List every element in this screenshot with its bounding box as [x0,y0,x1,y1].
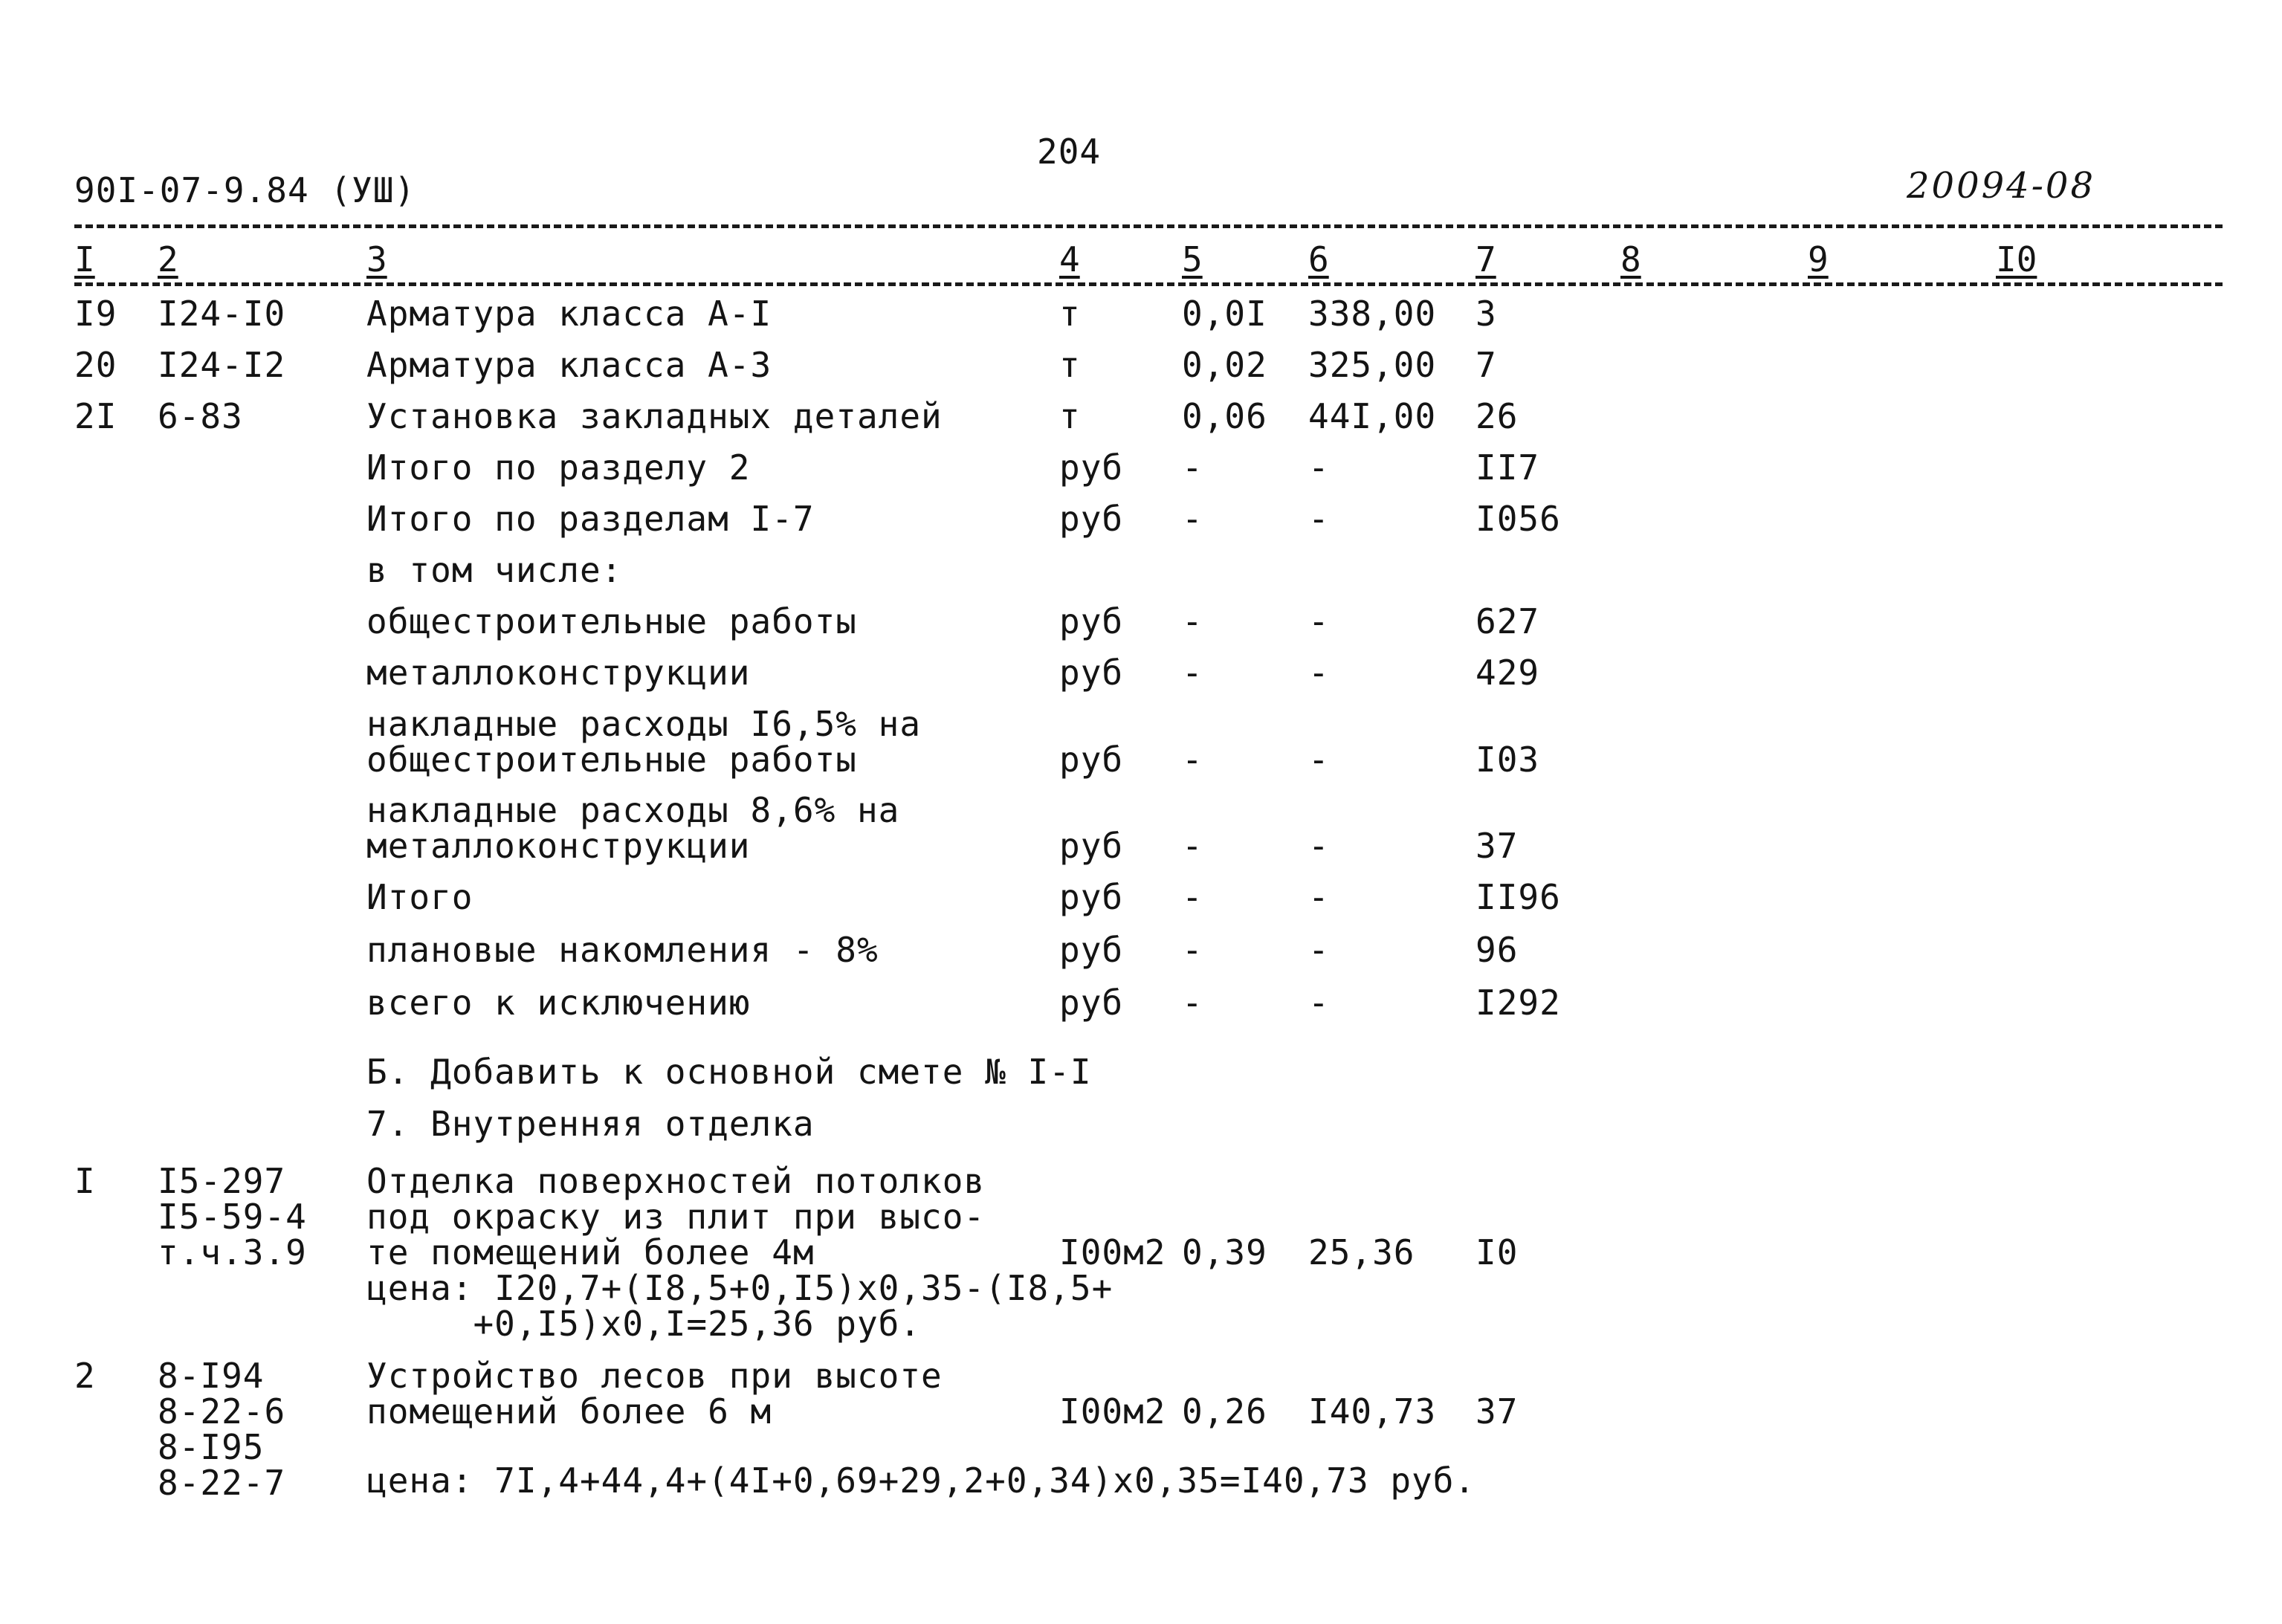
row-total: 429 [1475,653,1540,693]
row-qty: - [1182,877,1203,917]
row-qty: 0,06 [1182,396,1267,436]
row-unit: т [1059,345,1081,385]
item-number: I [74,1161,96,1201]
row-unit: руб [1059,877,1124,917]
row-code: I24-I0 [158,294,286,334]
item-unit: I00м2 [1059,1232,1166,1272]
row-total: I03 [1475,740,1540,780]
item-description: Отделка поверхностей потолков под окраску из плит при высо- те помещений более 4м цена: I20,7+(I8,5+0,I5)x0,35-(I8,5+ +0,I5)x0,I=25,36 руб. [366,1161,1113,1344]
row-number: 20 [74,345,117,385]
page-number: 204 [1037,132,1102,172]
row-total: 7 [1475,345,1497,385]
item-price: I40,73 [1308,1391,1437,1431]
item-price: 25,36 [1308,1232,1415,1272]
column-number-8: 8 [1620,239,1641,279]
item-number: 2 [74,1356,96,1396]
row-name: общестроительные работы [366,601,857,641]
column-number-7: 7 [1475,239,1496,279]
row-name: накладные расходы I6,5% на общестроительные работы [366,704,922,780]
row-price: - [1308,877,1330,917]
row-price: - [1308,499,1330,539]
row-unit: руб [1059,826,1124,866]
section-b-heading: Б. Добавить к основной смете № I-I [366,1052,1092,1092]
row-qty: - [1182,653,1203,693]
row-unit: т [1059,396,1081,436]
row-unit: руб [1059,930,1124,970]
row-total: 3 [1475,294,1497,334]
row-name: Итого по разделу 2 [366,447,751,488]
row-unit: руб [1059,740,1124,780]
row-price: - [1308,983,1330,1023]
row-total: 37 [1475,826,1519,866]
row-qty: - [1182,826,1203,866]
item-total: 37 [1475,1391,1519,1431]
item-codes: 8-I94 8-22-6 8-I95 8-22-7 [158,1356,286,1503]
row-unit: т [1059,294,1081,334]
inventory-number: 20094-08 [1907,165,2095,207]
row-price: - [1308,740,1330,780]
item-qty: 0,39 [1182,1232,1267,1272]
row-name: Итого по разделам I-7 [366,499,815,539]
row-qty: - [1182,930,1203,970]
item-unit: I00м2 [1059,1391,1166,1431]
row-qty: 0,02 [1182,345,1267,385]
row-qty: - [1182,499,1203,539]
row-price: - [1308,826,1330,866]
header-top-rule [74,224,2223,228]
column-number-9: 9 [1808,239,1829,279]
row-name: Установка закладных деталей [366,396,943,436]
row-price: 325,00 [1308,345,1437,385]
row-total: 627 [1475,601,1540,641]
row-code: 6-83 [158,396,243,436]
row-name: Арматура класса А-I [366,294,772,334]
column-number-2: 2 [158,239,178,279]
row-name: в том числе: [366,550,623,590]
column-number-3: 3 [366,239,387,279]
row-total: I056 [1475,499,1561,539]
column-number-1: I [74,239,95,279]
row-name: металлоконструкции [366,653,751,693]
row-qty: - [1182,601,1203,641]
row-total: II96 [1475,877,1561,917]
row-total: 96 [1475,930,1519,970]
row-name: плановые накомления - 8% [366,930,879,970]
item-description: Устройство лесов при высоте помещений более 6 м [366,1356,943,1431]
row-price: - [1308,930,1330,970]
row-unit: руб [1059,653,1124,693]
row-number: 2I [74,396,117,436]
row-qty: 0,0I [1182,294,1267,334]
row-qty: - [1182,983,1203,1023]
row-price: - [1308,447,1330,488]
item-codes: I5-297 I5-59-4 т.ч.3.9 [158,1161,307,1272]
row-qty: - [1182,740,1203,780]
row-total: II7 [1475,447,1540,488]
row-total: 26 [1475,396,1519,436]
section-b-subheading: 7. Внутренняя отделка [366,1104,815,1144]
row-total: I292 [1475,983,1561,1023]
row-name: Итого [366,877,473,917]
column-number-10: I0 [1996,239,2037,279]
item-total: I0 [1475,1232,1519,1272]
row-number: I9 [74,294,117,334]
row-name: накладные расходы 8,6% на металлоконструкции [366,790,900,866]
row-name: Арматура класса А-3 [366,345,772,385]
row-price: 44I,00 [1308,396,1437,436]
column-number-5: 5 [1182,239,1203,279]
row-qty: - [1182,447,1203,488]
row-unit: руб [1059,499,1124,539]
column-number-4: 4 [1059,239,1080,279]
item-price-formula: цена: 7I,4+44,4+(4I+0,69+29,2+0,34)x0,35=I40,73 руб. [366,1460,1476,1501]
column-number-6: 6 [1308,239,1329,279]
row-price: - [1308,601,1330,641]
row-unit: руб [1059,447,1124,488]
item-qty: 0,26 [1182,1391,1267,1431]
row-name: всего к исключению [366,983,751,1023]
row-unit: руб [1059,601,1124,641]
row-price: 338,00 [1308,294,1437,334]
header-bottom-rule [74,282,2223,286]
row-unit: руб [1059,983,1124,1023]
document-code: 90I-07-9.84 (УШ) [74,170,416,210]
row-price: - [1308,653,1330,693]
row-code: I24-I2 [158,345,286,385]
